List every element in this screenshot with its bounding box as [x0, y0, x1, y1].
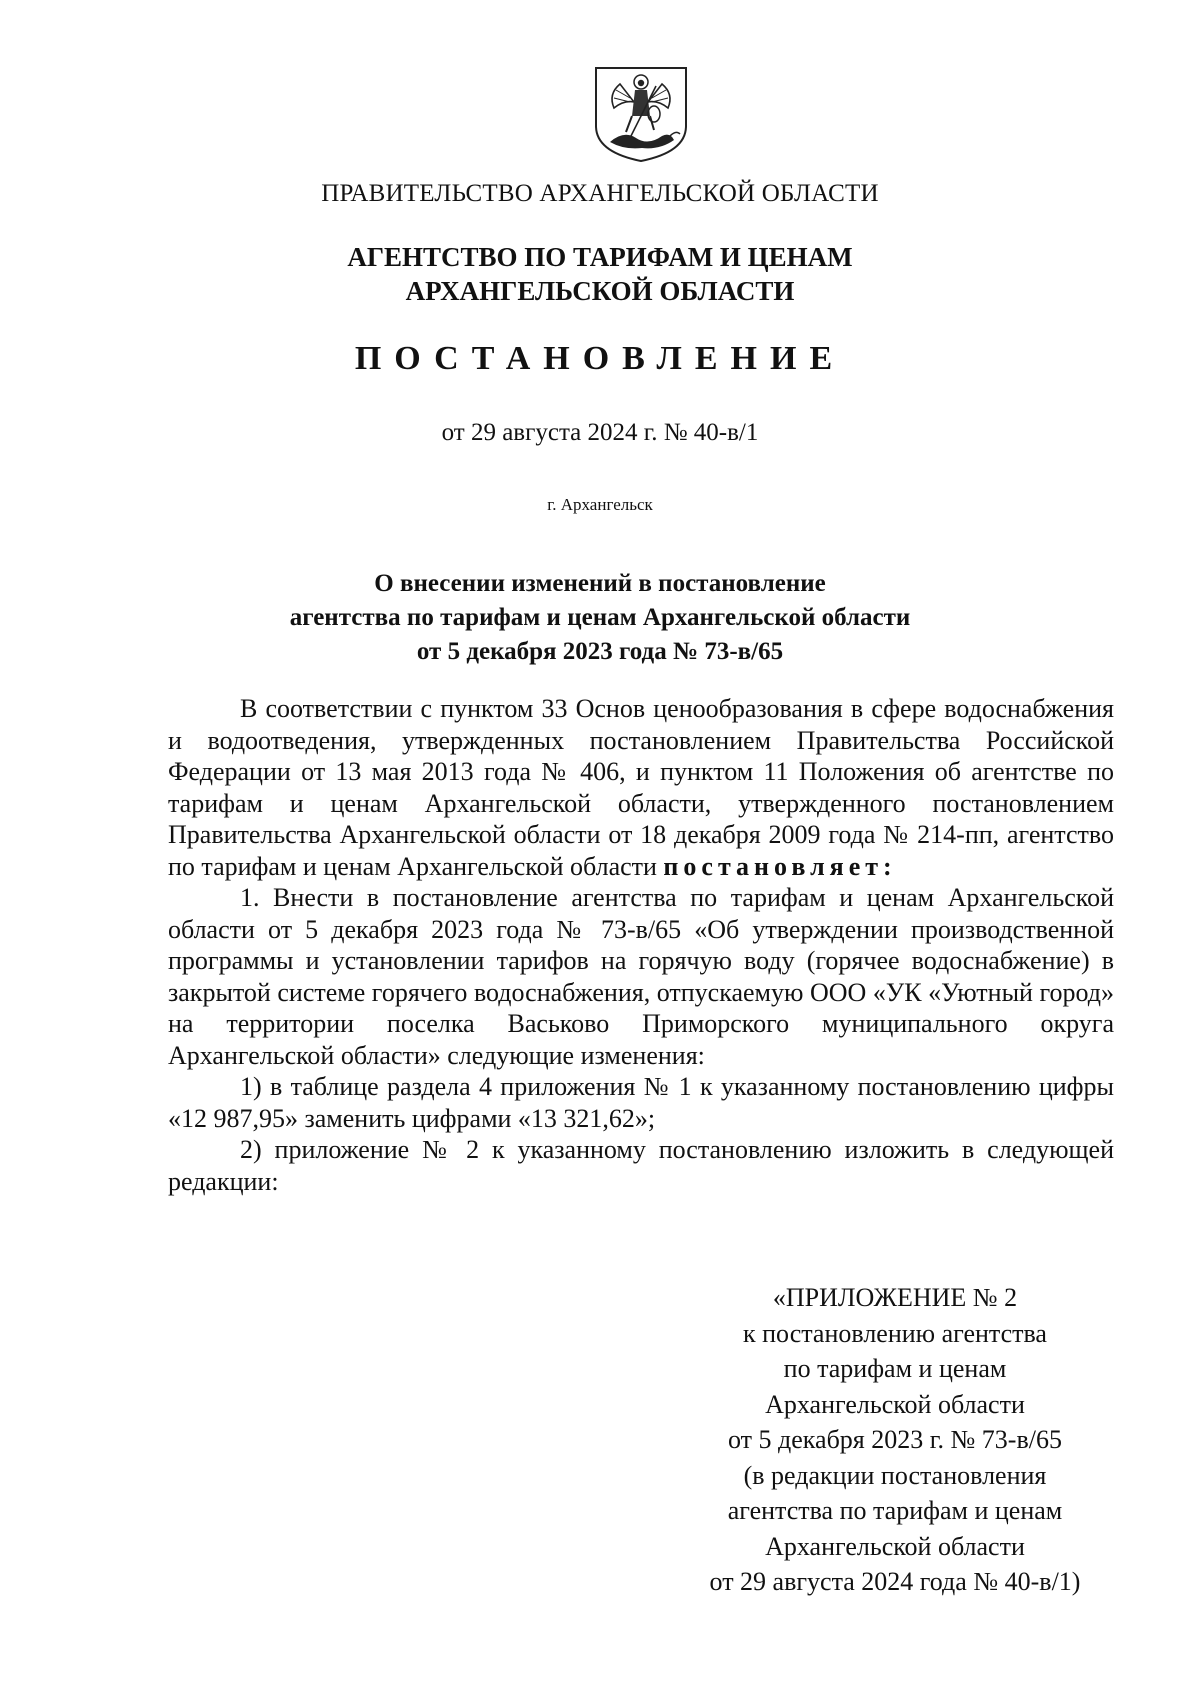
decision-word: постановляет: [663, 851, 897, 881]
preamble-text: В соответствии с пунктом 33 Основ ценообразования в сфере водоснабжения и водоотведения, утвержденных постановлением Правительства Российской Федерации от 13 мая 2013 года № 406, и пунктом 11 Положения об агентстве по тарифам и ценам Архангельской области, утвержденного постановлением Правительства Архангельской области от 18 декабря 2009 года № 214-пп, агентство по тарифам и ценам Архангельской области [168, 694, 1114, 881]
title-line1: О внесении изменений в постановление [374, 570, 826, 597]
appendix-line6: (в редакции постановления [743, 1460, 1047, 1490]
appendix-line4: Архангельской области [765, 1389, 1025, 1419]
agency-name [0, 240, 1200, 308]
title-line3: от 5 декабря 2023 года № 73-в/65 [416, 638, 784, 665]
subitem-1-paragraph: 1) в таблице раздела 4 приложения № 1 к указанному постановлению цифры «12 987,95» заменить цифрами «13 321,62»; [168, 1072, 1114, 1133]
appendix-line3: по тарифам и ценам [783, 1354, 1007, 1383]
subitem-2-paragraph: 2) приложение № 2 к указанному постановлению изложить в следующей редакции: [168, 1135, 1114, 1196]
document-type: ПОСТАНОВЛЕНИЕ [354, 340, 846, 377]
appendix-line7: агентства по тарифам и ценам [727, 1496, 1063, 1525]
title-line2: агентства по тарифам и ценам Архангельской области [289, 604, 911, 631]
appendix-header [680, 1280, 1110, 1600]
appendix-line2: к постановлению агентства [743, 1318, 1047, 1348]
document-title [0, 567, 1200, 669]
government-name: ПРАВИТЕЛЬСТВО АРХАНГЕЛЬСКОЙ ОБЛАСТИ [321, 180, 879, 207]
agency-name-line2: АРХАНГЕЛЬСКОЙ ОБЛАСТИ [405, 276, 795, 306]
coat-of-arms-emblem [590, 64, 692, 164]
coat-of-arms-icon [590, 64, 692, 164]
preamble-paragraph [168, 693, 1114, 882]
item-1-paragraph: 1. Внести в постановление агентства по тарифам и ценам Архангельской области от 5 декабря 2023 года № 73-в/65 «Об утверждении производственной программы и установлении тарифов на горячую воду (горячее водоснабжение) в закрытой системе горячего водоснабжения, отпускаемую ООО «УК «Уютный город» на территории поселка Васьково Приморского муниципального округа Архангельской области» следующие изменения: [168, 883, 1114, 1070]
document-date-number: от 29 августа 2024 г. № 40-в/1 [441, 419, 759, 446]
appendix-line5: от 5 декабря 2023 г. № 73-в/65 [728, 1425, 1062, 1454]
document-body [168, 693, 1114, 1197]
appendix-line1: «ПРИЛОЖЕНИЕ № 2 [772, 1283, 1018, 1312]
appendix-line9: от 29 августа 2024 года № 40-в/1) [709, 1567, 1081, 1596]
appendix-line8: Архангельской области [765, 1531, 1025, 1561]
agency-name-line1: АГЕНТСТВО ПО ТАРИФАМ И ЦЕНАМ [347, 242, 853, 272]
document-city: г. Архангельск [547, 495, 653, 514]
